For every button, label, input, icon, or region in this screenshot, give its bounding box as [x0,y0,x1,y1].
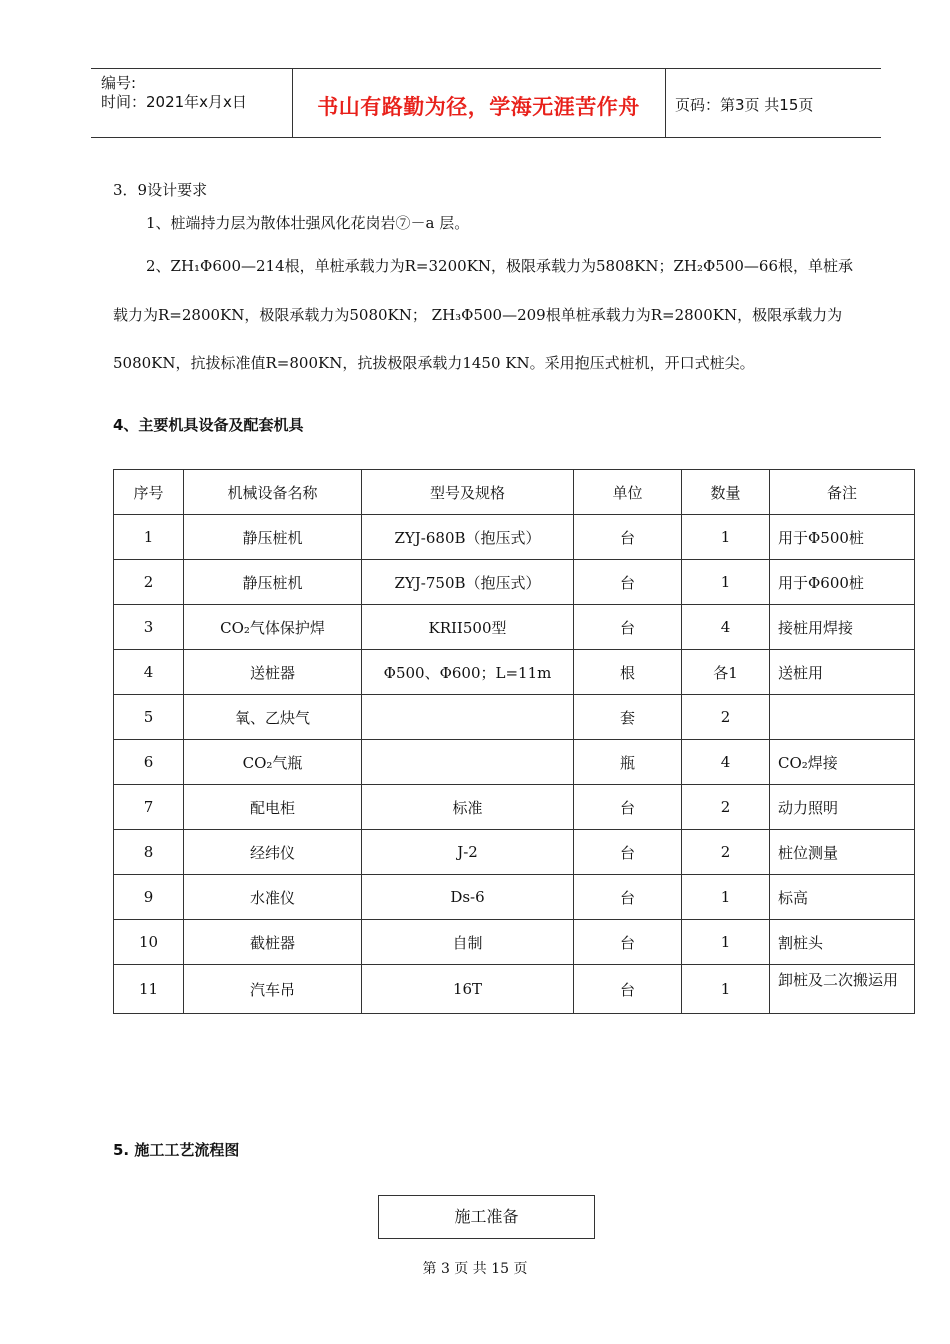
col-header-quantity: 数量 [682,470,770,515]
cell-remark: 接桩用焊接 [770,605,915,650]
cell-unit: 台 [574,875,682,920]
cell-quantity: 1 [682,965,770,1014]
cell-model: Ds-6 [362,875,574,920]
header-left-cell [91,69,293,137]
cell-index: 4 [114,650,184,695]
cell-index: 2 [114,560,184,605]
cell-index: 3 [114,605,184,650]
doc-time-label: 时间：2021年x月x日 [101,93,247,111]
cell-remark: 割桩头 [770,920,915,965]
cell-index: 7 [114,785,184,830]
cell-name: 配电柜 [184,785,362,830]
cell-remark: CO₂焊接 [770,740,915,785]
cell-unit: 台 [574,830,682,875]
cell-index: 9 [114,875,184,920]
cell-remark: 用于Φ600桩 [770,560,915,605]
table-row [114,560,915,605]
cell-unit: 台 [574,785,682,830]
cell-remark: 标高 [770,875,915,920]
cell-index: 11 [114,965,184,1014]
page-footer: 第 3 页 共 15 页 [422,1261,528,1277]
cell-name: 静压桩机 [184,560,362,605]
cell-index: 6 [114,740,184,785]
cell-unit: 台 [574,515,682,560]
cell-quantity: 1 [682,560,770,605]
cell-index: 5 [114,695,184,740]
table-row [114,785,915,830]
col-header-remark: 备注 [770,470,915,515]
cell-quantity: 各1 [682,650,770,695]
section-3-9-item-1: 1、桩端持力层为散体壮强风化花岗岩⑦－a 层。 [146,214,470,232]
table-row [114,740,915,785]
cell-index: 10 [114,920,184,965]
cell-unit: 根 [574,650,682,695]
cell-name: CO₂气瓶 [184,740,362,785]
col-header-unit: 单位 [574,470,682,515]
cell-model: KRII500型 [362,605,574,650]
table-header-row [114,470,915,515]
cell-model: 标准 [362,785,574,830]
cell-remark: 桩位测量 [770,830,915,875]
flowchart-step-preparation: 施工准备 [378,1195,595,1239]
cell-remark [770,965,915,1014]
cell-name: 截桩器 [184,920,362,965]
cell-quantity: 2 [682,830,770,875]
cell-quantity: 1 [682,920,770,965]
cell-name: 氧、乙炔气 [184,695,362,740]
cell-name: 水准仪 [184,875,362,920]
table-row [114,830,915,875]
cell-quantity: 4 [682,605,770,650]
cell-model: Φ500、Φ600；L=11m [362,650,574,695]
cell-name: 汽车吊 [184,965,362,1014]
cell-remark: 送桩用 [770,650,915,695]
cell-unit: 套 [574,695,682,740]
header-center-cell [292,69,666,137]
table-row [114,875,915,920]
table-row [114,695,915,740]
header-page-code: 页码：第3页 共15页 [675,96,814,114]
cell-unit: 台 [574,920,682,965]
section-3-9-item-2-line-3: 5080KN，抗拔标准值R=800KN，抗拔极限承载力1450 KN。采用抱压式桩机，开口式桩尖。 [113,354,755,372]
cell-remark: 动力照明 [770,785,915,830]
cell-quantity: 2 [682,695,770,740]
section-3-9-item-2-line-1: 2、ZH₁Φ600—214根，单桩承载力为R=3200KN，极限承载力为5808KN；ZH₂Φ500—66根，单桩承 [146,257,854,275]
cell-name: CO₂气体保护焊 [184,605,362,650]
table-row [114,920,915,965]
cell-model: J-2 [362,830,574,875]
equipment-table [113,469,915,1014]
table-row [114,650,915,695]
cell-model [362,695,574,740]
page-header [91,68,881,138]
cell-remark: 用于Φ500桩 [770,515,915,560]
cell-model: ZYJ-680B（抱压式） [362,515,574,560]
col-header-index: 序号 [114,470,184,515]
cell-quantity: 1 [682,875,770,920]
section-3-9-heading: 3．9设计要求 [113,181,208,199]
cell-unit: 瓶 [574,740,682,785]
col-header-model: 型号及规格 [362,470,574,515]
cell-quantity: 4 [682,740,770,785]
cell-model: ZYJ-750B（抱压式） [362,560,574,605]
section-4-heading: 4、主要机具设备及配套机具 [113,416,304,434]
col-header-name: 机械设备名称 [184,470,362,515]
cell-model: 自制 [362,920,574,965]
cell-quantity: 1 [682,515,770,560]
cell-unit: 台 [574,605,682,650]
cell-name: 经纬仪 [184,830,362,875]
cell-unit: 台 [574,965,682,1014]
section-5-heading: 5. 施工工艺流程图 [113,1141,240,1159]
cell-model [362,740,574,785]
cell-quantity: 2 [682,785,770,830]
table-row [114,965,915,1014]
table-row [114,605,915,650]
cell-name: 送桩器 [184,650,362,695]
table-row [114,515,915,560]
cell-remark [770,695,915,740]
section-3-9-item-2-line-2: 载力为R=2800KN，极限承载力为5080KN； ZH₃Φ500—209根单桩承载力为R=2800KN，极限承载力为 [113,306,843,324]
doc-code-label: 编号: [101,74,137,92]
cell-remark-text: 卸桩及二次搬运用 [778,971,899,989]
cell-unit: 台 [574,560,682,605]
header-right-cell [665,69,881,137]
cell-index: 1 [114,515,184,560]
header-motto: 书山有路勤为径，学海无涯苦作舟 [317,95,640,119]
cell-name: 静压桩机 [184,515,362,560]
cell-model: 16T [362,965,574,1014]
cell-index: 8 [114,830,184,875]
